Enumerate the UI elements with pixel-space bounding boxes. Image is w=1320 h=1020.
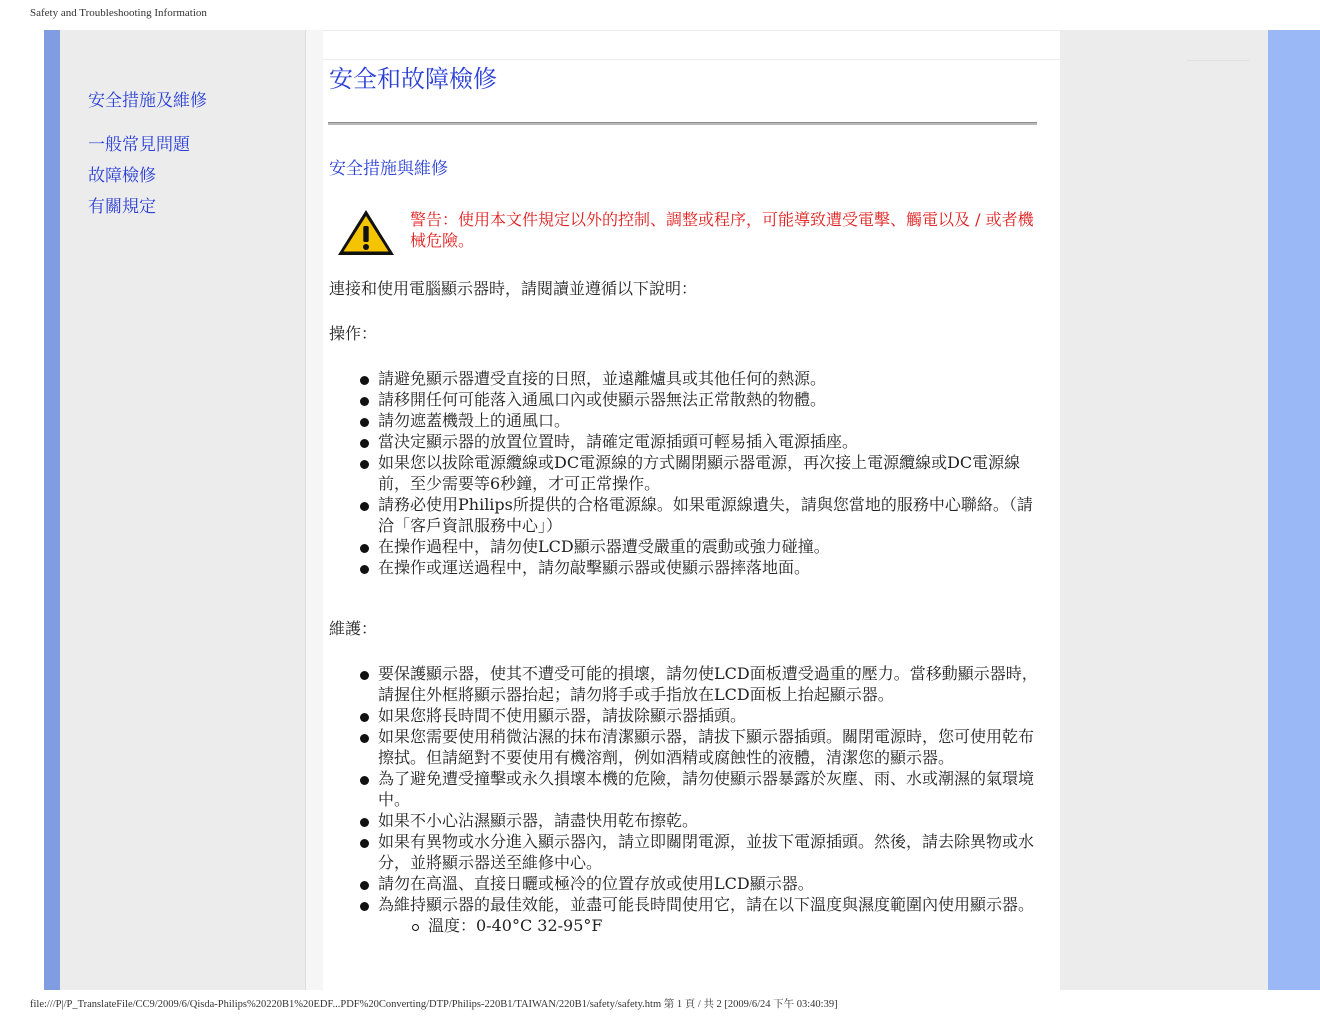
- main-content: [329, 60, 1041, 936]
- operation-list: [329, 368, 1041, 578]
- list-item: 如果您以拔除電源纜線或DC電源線的方式關閉顯示器電源，再次接上電源纜線或DC電源線前，至少需要等6秒鐘，才可正常操作。: [378, 452, 1041, 494]
- sidebar-nav: [88, 90, 207, 218]
- warning-block: [329, 203, 1041, 267]
- list-item: 請避免顯示器遭受直接的日照，並遠離爐具或其他任何的熱源。: [378, 368, 1041, 389]
- operation-heading: 操作：: [329, 324, 378, 343]
- list-item: 請勿遮蓋機殼上的通風口。: [378, 410, 1041, 431]
- list-item-text: 為維持顯示器的最佳效能，並盡可能長時間使用它，請在以下溫度與濕度範圍內使用顯示器。: [378, 895, 1035, 914]
- sub-list-item: 溫度：0-40°C 32-95°F: [428, 915, 1041, 936]
- list-item: 如果有異物或水分進入顯示器內，請立即關閉電源，並拔下電源插頭。然後，請去除異物或水分，並將顯示器送至維修中心。: [378, 831, 1041, 873]
- right-frame-edge: [1268, 30, 1320, 990]
- list-item: 如果您需要使用稍微沾濕的抹布清潔顯示器，請拔下顯示器插頭。關閉電源時，您可使用乾布擦拭。但請絕對不要使用有機溶劑，例如酒精或腐蝕性的液體，清潔您的顯示器。: [378, 726, 1041, 768]
- intro-text: 連接和使用電腦顯示器時，請閱讀並遵循以下說明：: [329, 279, 698, 298]
- sidebar-item-safety[interactable]: 安全措施及維修: [88, 91, 207, 111]
- section-title: 安全措施與維修: [329, 159, 448, 179]
- warning-triangle-icon: [335, 207, 397, 259]
- frame-divider: [305, 30, 324, 990]
- list-item: 當決定顯示器的放置位置時，請確定電源插頭可輕易插入電源插座。: [378, 431, 1041, 452]
- maintenance-sub-list: [378, 915, 1041, 936]
- list-item: 要保護顯示器，使其不遭受可能的損壞，請勿使LCD面板遭受過重的壓力。當移動顯示器時，請握住外框將顯示器抬起；請勿將手或手指放在LCD面板上抬起顯示器。: [378, 663, 1041, 705]
- right-panel: [1060, 30, 1268, 990]
- maintenance-heading: 維護：: [329, 619, 378, 638]
- page-title: 安全和故障檢修: [329, 65, 497, 93]
- warning-text: 警告：使用本文件規定以外的控制、調整或程序，可能導致遭受電擊、觸電以及 / 或者機械危險。: [410, 210, 1034, 250]
- sidebar-item-regulatory[interactable]: 有關規定: [88, 197, 156, 217]
- list-item: 請移開任何可能落入通風口內或使顯示器無法正常散熱的物體。: [378, 389, 1041, 410]
- list-item: 為了避免遭受撞擊或永久損壞本機的危險，請勿使顯示器暴露於灰塵、雨、水或潮濕的氣環境中。: [378, 768, 1041, 810]
- maintenance-list: [329, 663, 1041, 936]
- list-item: 請勿在高溫、直接日曬或極冷的位置存放或使用LCD顯示器。: [378, 873, 1041, 894]
- list-item: 在操作過程中，請勿使LCD顯示器遭受嚴重的震動或強力碰撞。: [378, 536, 1041, 557]
- sidebar-item-troubleshooting[interactable]: 故障檢修: [88, 166, 156, 186]
- sidebar-item-faq[interactable]: 一般常見問題: [88, 135, 190, 155]
- list-item: [378, 894, 1041, 936]
- list-item: 請務必使用Philips所提供的合格電源線。如果電源線遺失，請與您當地的服務中心聯絡。（請洽「客戶資訊服務中心」）: [378, 494, 1041, 536]
- print-header: Safety and Troubleshooting Information: [30, 7, 207, 19]
- list-item: 如果您將長時間不使用顯示器，請拔除顯示器插頭。: [378, 705, 1041, 726]
- title-divider: [328, 122, 1037, 125]
- left-frame-edge: [44, 30, 60, 990]
- list-item: 在操作或運送過程中，請勿敲擊顯示器或使顯示器摔落地面。: [378, 557, 1041, 578]
- print-footer: file:///P|/P_TranslateFile/CC9/2009/6/Qisda-Philips%20220B1%20EDF...PDF%20Converting/DTP/Philips-220B1/TAIWAN/220B1/safety/safety.htm 第 1 頁 / 共 2 [2009/6/24 下午 03:40:39]: [30, 999, 838, 1010]
- right-panel-rule: [1187, 60, 1249, 61]
- list-item: 如果不小心沾濕顯示器，請盡快用乾布擦乾。: [378, 810, 1041, 831]
